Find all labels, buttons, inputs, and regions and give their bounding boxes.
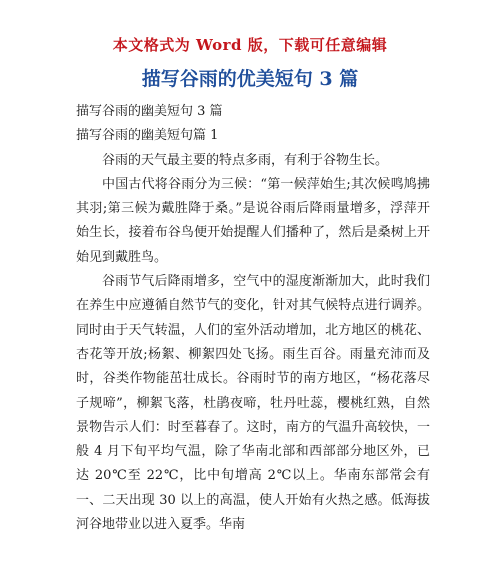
edit-notice-banner: 本文格式为 Word 版，下载可任意编辑 <box>112 36 388 54</box>
paragraph: 中国古代将谷雨分为三候：“第一候萍始生;其次候鸣鸠拂其羽;第三候为戴胜降于桑。”是说谷雨后降雨量增多，浮萍开始生长，接着布谷鸟便开始提醒人们播种了，然后是桑树上开始见到戴胜鸟。 <box>76 176 430 265</box>
document-body <box>76 100 430 537</box>
document-title: 描写谷雨的优美短句 3 篇 <box>141 68 359 90</box>
paragraph: 谷雨的天气最主要的特点多雨，有利于谷物生长。 <box>102 152 389 168</box>
section-heading: 描写谷雨的幽美短句 3 篇 <box>76 104 223 119</box>
section-subheading: 描写谷雨的幽美短句篇 1 <box>76 128 219 144</box>
paragraph: 谷雨节气后降雨增多，空气中的湿度渐渐加大，此时我们在养生中应遵循自然节气的变化，针对其气候特点进行调养。同时由于天气转温，人们的室外活动增加，北方地区的桃花、杏花等开放;杨絮、柳絮四处飞扬。雨生百谷。雨量充沛而及时，谷类作物能茁壮成长。谷雨时节的南方地区，“杨花落尽子规啼”，柳絮飞落，杜鹃夜啼，牡丹吐蕊，樱桃红熟，自然景物告示人们：时至暮春了。这时，南方的气温升高较快，一般 4 月下旬平均气温，除了华南北部和西部部分地区外，已达 20℃至 22℃，比中旬增高 2℃以上。华南东部常会有一、二天出现 30 以上的高温，使人开始有火热之感。低海拔河谷地带业以进入夏季。华南 <box>76 274 430 533</box>
